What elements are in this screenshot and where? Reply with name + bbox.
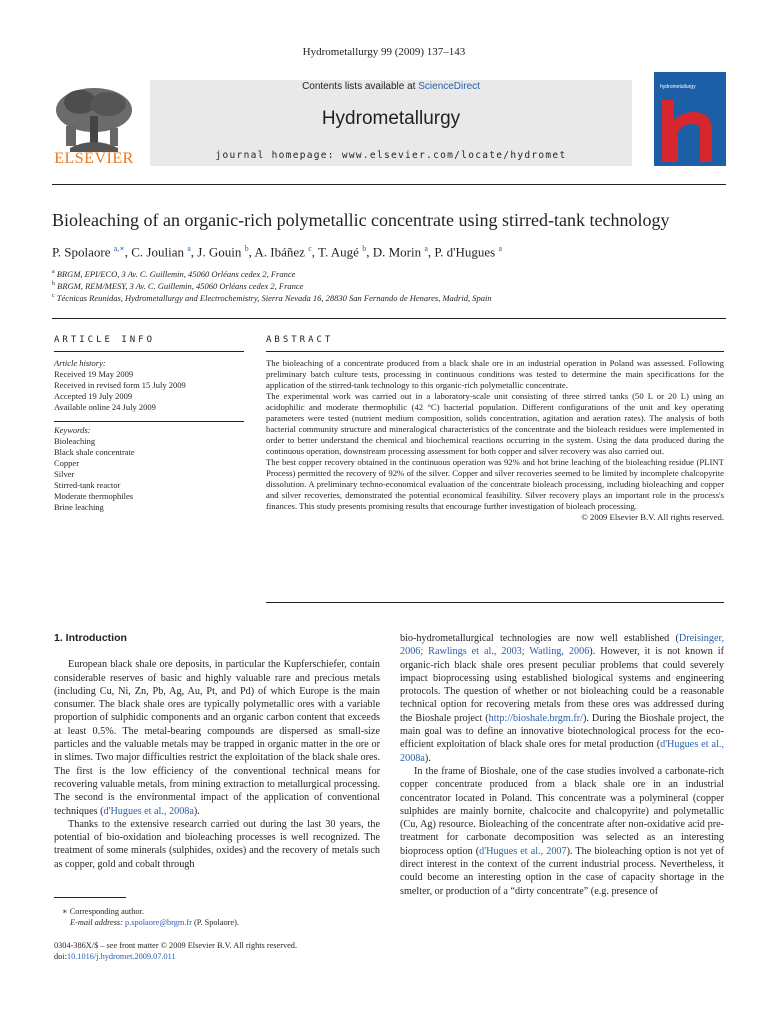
keywords-header: Keywords:: [54, 425, 91, 435]
affiliation-text: Técnicas Reunidas, Hydrometallurgy and Electrochemistry, Sierra Nevada 16, 28830 San Fernando de Henares, Madrid, Spain: [56, 293, 492, 303]
body-text: ). The bioleaching option is not yet of direct interest in the context of the current industrial process. Nevertheless, it could become an interesting option in the case of capacity shortage in the smelter, or production of a “dirty concentrate” (e.g. presence of: [400, 845, 725, 897]
article-info-label: ARTICLE INFO: [54, 335, 156, 345]
history-item: Received in revised form 15 July 2009: [54, 380, 186, 390]
abstract-bottom-rule: [266, 602, 724, 603]
history-item: Available online 24 July 2009: [54, 402, 156, 412]
doi-link[interactable]: 10.1016/j.hydromet.2009.07.011: [66, 952, 176, 961]
author-affiliation[interactable]: a: [424, 244, 428, 253]
info-rule: [54, 351, 244, 352]
elsevier-wordmark: ELSEVIER: [54, 150, 134, 167]
sciencedirect-link[interactable]: ScienceDirect: [418, 81, 480, 92]
author: T. Augé: [318, 244, 359, 260]
abstract-paragraph: The experimental work was carried out in a laboratory-scale unit consisting of three stirred tanks (50 L or 20 L) using an acidophilic and moderate thermophilic (42 °C) bacterial population. Different configurations of the unit and key operating parameters were tested (nutrient medium composition, solids concentration, agitation and aeration rates). The analysis of both bacterial community structure and mineralogical characteristics of the concentrate and the bioleach residues were implemented in order to better understand the chemical and biochemical reactions occurring in the system. Using the data produced during the continuous operation, downstream processing assessment for both copper and silver recovery was also carried out.: [266, 391, 724, 456]
author: P. Spolaore: [52, 244, 111, 260]
abstract-paragraph: The best copper recovery obtained in the continuous operation was 92% and hot brine leaching of the bioleaching residue (PLINT Process) permitted the recovery of 92% of the silver. Copper and silver recoveries seemed to be limited by incomplete chalcopyrite dissolution. A preliminary techno-economical evaluation of the concentrate bioleach processing, including bioleaching and copper and silver recoveries, demonstrated the potential economical feasibility. Silver recovery plays an important role in the process's finances. This study presents promising results that encourage further investigation of bioleach processing.: [266, 457, 724, 511]
author-affiliation[interactable]: a,∗: [113, 244, 125, 253]
body-text: European black shale ore deposits, in particular the Kupferschiefer, contain considerable reserves of basic and highly valuable rare and precious metals (including Cu, Ni, Zn, Pb, Ag, Au, Pt, and Pd) of which Europe is the main consumer. The black shale ores are typically polymetallic ores with a variable proportion of sulphidic components and an organic carbon content that exceeds at least 0.5%. The metal-bearing compounds are dispersed as small-size particles and the valuable metals may be trapped in organic matter in the ore or in slimes. Two major difficulties restrict the exploitation of the black shale ores. The first is the low efficiency of the conventional technical means for recovering valuable metals, from mining extraction to metallurgical processing. The second is the environmental impact of the application of conventional techniques (: [54, 659, 380, 817]
citation-link[interactable]: d'Hugues et al., 2008a: [103, 805, 194, 817]
issn-block: [54, 940, 297, 962]
header-rule: [52, 184, 726, 185]
journal-cover: [654, 72, 726, 166]
corresponding-author: ∗ Corresponding author.: [62, 907, 144, 916]
journal-homepage[interactable]: journal homepage: www.elsevier.com/locate/hydromet: [215, 150, 567, 161]
keyword: Black shale concentrate: [54, 447, 135, 457]
title-block-rule: [52, 318, 726, 319]
doi-label: doi:: [54, 952, 67, 961]
body-text: ).: [424, 752, 431, 764]
author-affiliation[interactable]: a: [498, 244, 503, 253]
email-suffix: (P. Spolaore).: [191, 918, 239, 927]
journal-name: Hydrometallurgy: [321, 108, 461, 129]
journal-reference: Hydrometallurgy 99 (2009) 137–143: [302, 46, 466, 58]
section-heading: 1. Introduction: [54, 632, 127, 644]
author: C. Joulian: [131, 244, 184, 260]
keyword: Moderate thermophiles: [54, 491, 134, 501]
history-header: Article history:: [54, 358, 106, 368]
body-paragraph: Thanks to the extensive research carried out during the last 30 years, the potential of bio-oxidation and bioleaching processes is well recognized. The treatment of some minerals (sulphides, oxides) and the recovery of metals such as copper, gold and cobalt through: [54, 818, 380, 870]
affiliation-a: [52, 269, 742, 279]
affiliation-mark: a: [52, 269, 55, 276]
body-text: ).: [193, 805, 200, 817]
body-text: ). During the Bioshale project, the main goal was to define an innovative biotechnological process for the eco-efficient exploitation of black shale ores for metal production (: [400, 712, 724, 751]
body-text: bio-hydrometallurgical technologies are now well established (: [400, 633, 679, 644]
affiliation-mark: c: [52, 293, 55, 300]
body-left-column: [54, 632, 380, 871]
email-label: E-mail address:: [70, 918, 125, 927]
author: P. d'Hugues: [434, 244, 496, 260]
citation-link[interactable]: Dreisinger, 2006; Rawlings et al., 2003; Watling, 2006: [400, 633, 724, 658]
author: J. Gouin: [197, 244, 242, 260]
corresponding-author-footnote: [62, 906, 239, 928]
author-affiliation[interactable]: a: [187, 244, 191, 253]
article-info: [54, 358, 244, 513]
body-paragraph: [400, 632, 724, 765]
author-list: P. Spolaore $^{a,∗}$, C. Joulian $^a$, J. Gouin $^b$, A. Ibáñez $^c$, T. Augé $^b$, D. Morin $^a$, P. d'Hugues $^a$: [52, 244, 503, 260]
keyword: Stirred-tank reactor: [54, 480, 121, 490]
author: A. Ibáñez: [254, 244, 305, 260]
bioshale-url-link[interactable]: http://bioshale.brgm.fr/: [488, 712, 583, 724]
affiliation-text: BRGM, EPI/ECO, 3 Av. C. Guillemin, 45060 Orléans cedex 2, France: [56, 269, 296, 279]
author: D. Morin: [372, 244, 422, 260]
article-title: Bioleaching of an organic-rich polymetallic concentrate using stirred-tank technology: [52, 210, 670, 230]
issn-text: 0304-386X/$ – see front matter © 2009 Elsevier B.V. All rights reserved.: [54, 941, 298, 950]
body-text: In the frame of Bioshale, one of the case studies involved a carbonate-rich copper concentrate produced from a black shale ore in an industrial concentrator located in Poland. This concentrate was a polymineral (copper sulphides are mainly bornite, chalcocite and chalcopyrite) and polymetallic (Cu, Ag) resource. Bioleaching of the concentrate after non-oxidative acid pre-treatment for carbonate decomposition was selected as an interesting bioprocess option (: [400, 765, 724, 857]
contents-line: [150, 81, 632, 92]
body-paragraph: [400, 765, 724, 898]
author-affiliation[interactable]: c: [308, 244, 312, 253]
keyword: Bioleaching: [54, 436, 96, 446]
affiliation-c: [52, 293, 742, 303]
footnote-rule: [54, 897, 126, 898]
abstract: [266, 358, 724, 523]
keywords-rule: [54, 421, 244, 422]
citation-link[interactable]: d'Hugues et al., 2007: [479, 845, 567, 857]
affiliation-mark: b: [52, 281, 55, 288]
body-text: ). However, it is not known if organic-rich black shale ores present peculiar problems that could severely impact bioprocessing using established biological systems and engineering protocols. The question of whether or not bioleaching could be a reasonable technical option for recovering metals from these ores was addressed during the Bioshale project (: [400, 646, 724, 724]
abstract-rule: [266, 351, 724, 352]
citation-link[interactable]: d'Hugues et al., 2008a: [400, 739, 725, 764]
history-item: Received 19 May 2009: [54, 369, 134, 379]
cover-h-emblem: [654, 72, 726, 166]
email-line: [62, 917, 239, 928]
cover-title: hydrometallurgy: [660, 84, 696, 90]
history-item: Accepted 19 July 2009: [54, 391, 133, 401]
author-affiliation[interactable]: b: [244, 244, 249, 253]
affiliation-b: [52, 281, 742, 291]
keyword: Brine leaching: [54, 502, 104, 512]
doi-line: [54, 951, 297, 962]
contents-prefix: Contents lists available at: [302, 81, 419, 92]
abstract-label: ABSTRACT: [266, 335, 334, 345]
author-affiliation[interactable]: b: [362, 244, 367, 253]
keyword: Silver: [54, 469, 75, 479]
abstract-copyright: © 2009 Elsevier B.V. All rights reserved.: [581, 512, 724, 522]
email-link[interactable]: p.spolaore@brgm.fr: [125, 918, 192, 927]
body-right-column: [400, 632, 724, 898]
abstract-paragraph: The bioleaching of a concentrate produced from a black shale ore in an industrial operation in Poland was assessed. Following preliminary batch culture tests, processing in continuous conditions was tested to determine the main specifications for the application of the stirred-tank technology to this organic-rich polymetallic concentrate.: [266, 358, 724, 390]
body-paragraph: [54, 658, 380, 818]
affiliation-text: BRGM, REM/MESY, 3 Av. C. Guillemin, 45060 Orléans cedex 2, France: [57, 281, 304, 291]
keyword: Copper: [54, 458, 80, 468]
